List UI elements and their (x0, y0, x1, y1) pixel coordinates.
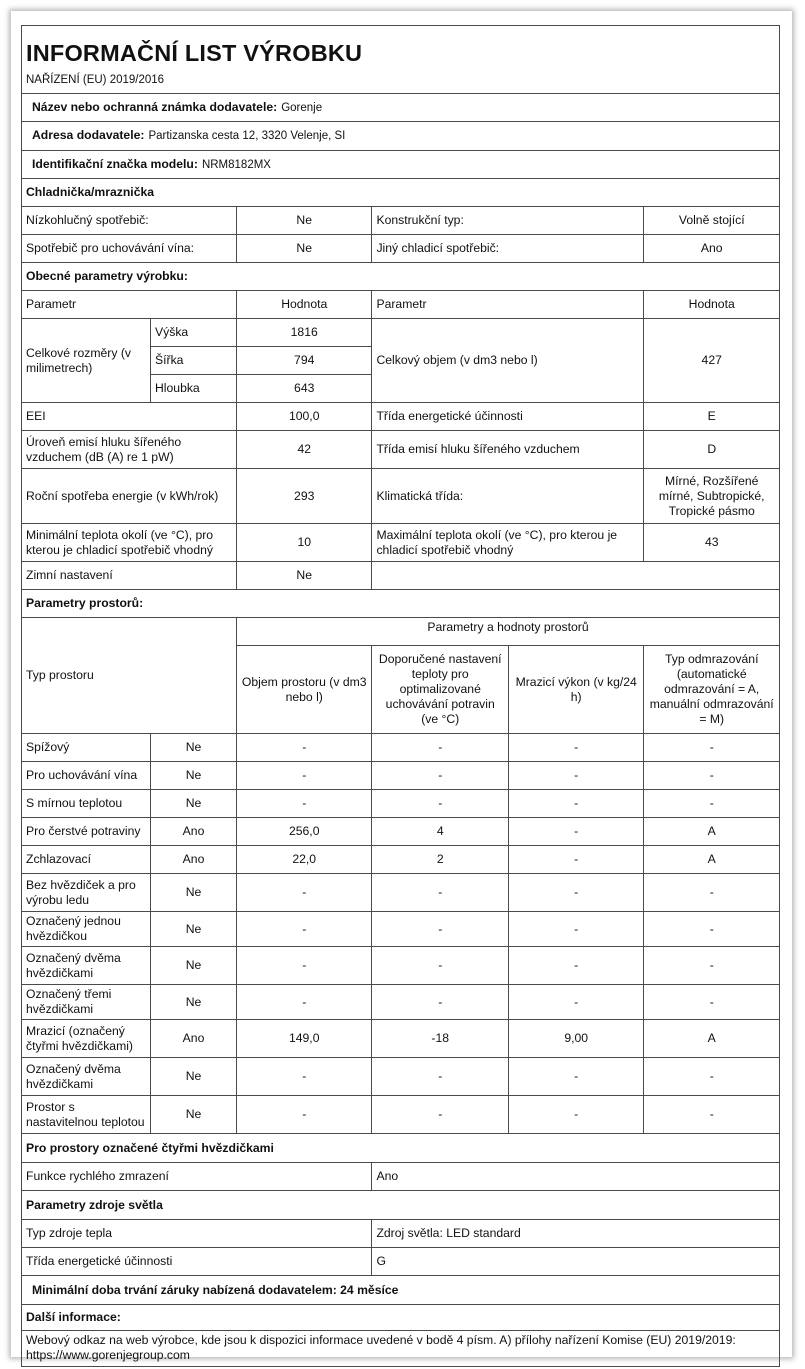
compartment-freeze: - (508, 985, 643, 1020)
compartment-name: Zchlazovací (22, 846, 151, 874)
compartment-row (22, 874, 780, 912)
model-id-label: Identifikační značka modelu: (32, 156, 198, 171)
title-cell (22, 26, 780, 68)
winter-setting-value: Ne (237, 562, 372, 590)
compartment-defrost: - (644, 1096, 780, 1134)
width-label: Šířka (151, 347, 237, 375)
compartment-defrost: - (644, 947, 780, 985)
manufacturer-link[interactable]: https://www.gorenjegroup.com (26, 1348, 190, 1362)
compartment-row (22, 818, 780, 846)
supplier-address-value: Partizanska cesta 12, 3320 Velenje, SI (148, 130, 346, 142)
compartment-defrost: - (644, 1058, 780, 1096)
compartment-temp: - (372, 912, 509, 947)
eei-label: EEI (22, 403, 237, 431)
compartment-freeze: - (508, 762, 643, 790)
compartment-present: Ne (151, 762, 237, 790)
low-noise-value: Ne (237, 207, 372, 235)
compartment-row (22, 1058, 780, 1096)
model-id-row (22, 151, 780, 179)
supplier-name-row (22, 94, 780, 122)
col-freeze-header: Mrazicí výkon (v kg/24 h) (508, 646, 643, 734)
four-star-heading: Pro prostory označené čtyřmi hvězdičkami (22, 1134, 780, 1163)
compartment-row (22, 947, 780, 985)
compartment-defrost: - (644, 912, 780, 947)
supplier-address-label: Adresa dodavatele: (32, 128, 145, 142)
compartment-name: Označený dvěma hvězdičkami (22, 1058, 151, 1096)
compartment-values-header: Parametry a hodnoty prostorů (237, 618, 780, 646)
dimensions-label: Celkové rozměry (v milimetrech) (22, 319, 151, 403)
compartment-name: S mírnou teplotou (22, 790, 151, 818)
compartment-volume: - (237, 790, 372, 818)
compartment-defrost: - (644, 762, 780, 790)
wine-storage-value: Ne (237, 235, 372, 263)
additional-info-heading: Další informace: (22, 1305, 780, 1331)
min-ambient-temp-label: Minimální teplota okolí (ve °C), pro kterou je chladicí spotřebič vhodný (22, 524, 237, 562)
warranty-text: Minimální doba trvání záruky nabízená dodavatelem: 24 měsíce (22, 1276, 780, 1305)
compartment-defrost: A (644, 818, 780, 846)
max-ambient-temp-value: 43 (644, 524, 780, 562)
light-class-label: Třída energetické účinnosti (22, 1248, 372, 1276)
noise-level-label: Úroveň emisí hluku šířeného vzduchem (dB (A) re 1 pW) (22, 431, 237, 469)
noise-class-value: D (644, 431, 780, 469)
compartment-freeze: - (508, 790, 643, 818)
light-type-label: Typ zdroje tepla (22, 1220, 372, 1248)
height-value: 1816 (237, 319, 372, 347)
other-appliance-label: Jiný chladicí spotřebič: (372, 235, 644, 263)
empty-cell (372, 562, 780, 590)
energy-class-label: Třída energetické účinnosti (372, 403, 644, 431)
compartment-present: Ne (151, 1058, 237, 1096)
compartment-defrost: - (644, 874, 780, 912)
compartment-freeze: - (508, 846, 643, 874)
compartment-name: Označený dvěma hvězdičkami (22, 947, 151, 985)
compartment-temp: 2 (372, 846, 509, 874)
climate-class-label: Klimatická třída: (372, 469, 644, 524)
compartment-temp: - (372, 874, 509, 912)
col-volume-header: Objem prostoru (v dm3 nebo l) (237, 646, 372, 734)
compartment-volume: - (237, 985, 372, 1020)
compartment-temp: 4 (372, 818, 509, 846)
product-info-table (21, 25, 780, 1367)
compartment-row (22, 1020, 780, 1058)
compartment-present: Ne (151, 985, 237, 1020)
fast-freeze-label: Funkce rychlého zmrazení (22, 1163, 372, 1191)
compartment-name: Bez hvězdiček a pro výrobu ledu (22, 874, 151, 912)
design-type-label: Konstrukční typ: (372, 207, 644, 235)
compartment-defrost: A (644, 846, 780, 874)
eei-value: 100,0 (237, 403, 372, 431)
noise-level-value: 42 (237, 431, 372, 469)
energy-class-value: E (644, 403, 780, 431)
max-ambient-temp-label: Maximální teplota okolí (ve °C), pro kterou je chladicí spotřebič vhodný (372, 524, 644, 562)
category-heading: Chladnička/mraznička (22, 179, 780, 207)
compartment-freeze: 9,00 (508, 1020, 643, 1058)
compartment-volume: - (237, 734, 372, 762)
compartment-present: Ne (151, 874, 237, 912)
compartment-volume: - (237, 874, 372, 912)
compartment-type-header: Typ prostoru (22, 618, 237, 734)
compartment-volume: 149,0 (237, 1020, 372, 1058)
compartment-present: Ne (151, 912, 237, 947)
param-header: Parametr (22, 291, 237, 319)
compartment-name: Označený třemi hvězdičkami (22, 985, 151, 1020)
compartment-freeze: - (508, 818, 643, 846)
annual-energy-value: 293 (237, 469, 372, 524)
light-class-value: G (372, 1248, 780, 1276)
compartment-row (22, 762, 780, 790)
col-temp-header: Doporučené nastavení teploty pro optimalizované uchovávání potravin (ve °C) (372, 646, 509, 734)
compartment-freeze: - (508, 734, 643, 762)
light-type-value: Zdroj světla: LED standard (372, 1220, 780, 1248)
compartment-volume: - (237, 912, 372, 947)
other-appliance-value: Ano (644, 235, 780, 263)
compartment-name: Pro čerstvé potraviny (22, 818, 151, 846)
additional-info-text: Webový odkaz na web výrobce, kde jsou k dispozici informace uvedené v bodě 4 písm. A) přílohy nařízení Komise (EU) 2019/2019: (26, 1333, 736, 1347)
total-volume-label: Celkový objem (v dm3 nebo l) (372, 319, 644, 403)
regulation-text: NAŘÍZENÍ (EU) 2019/2016 (22, 67, 780, 94)
col-defrost-header: Typ odmrazování (automatické odmrazování = A, manuální odmrazování = M) (644, 646, 780, 734)
compartment-freeze: - (508, 912, 643, 947)
compartment-defrost: - (644, 734, 780, 762)
compartment-rows (22, 734, 780, 1134)
compartment-defrost: - (644, 985, 780, 1020)
compartment-volume: - (237, 1096, 372, 1134)
compartment-row (22, 1096, 780, 1134)
value-header-2: Hodnota (644, 291, 780, 319)
compartment-row (22, 846, 780, 874)
design-type-value: Volně stojící (644, 207, 780, 235)
compartment-row (22, 790, 780, 818)
compartment-volume: - (237, 1058, 372, 1096)
compartment-temp: - (372, 734, 509, 762)
compartment-volume: 256,0 (237, 818, 372, 846)
compartment-freeze: - (508, 1058, 643, 1096)
total-volume-value: 427 (644, 319, 780, 403)
compartment-present: Ne (151, 790, 237, 818)
compartment-volume: - (237, 762, 372, 790)
compartments-heading: Parametry prostorů: (22, 590, 780, 618)
height-label: Výška (151, 319, 237, 347)
compartment-name: Pro uchovávání vína (22, 762, 151, 790)
wine-storage-label: Spotřebič pro uchovávání vína: (22, 235, 237, 263)
compartment-temp: - (372, 790, 509, 818)
annual-energy-label: Roční spotřeba energie (v kWh/rok) (22, 469, 237, 524)
compartment-row (22, 912, 780, 947)
noise-class-label: Třída emisí hluku šířeného vzduchem (372, 431, 644, 469)
value-header: Hodnota (237, 291, 372, 319)
compartment-present: Ne (151, 734, 237, 762)
info-sheet (11, 11, 792, 1362)
compartment-temp: - (372, 947, 509, 985)
compartment-name: Spížový (22, 734, 151, 762)
climate-class-value: Mírné, Rozšířené mírné, Subtropické, Tropické pásmo (644, 469, 780, 524)
compartment-volume: 22,0 (237, 846, 372, 874)
compartment-volume: - (237, 947, 372, 985)
low-noise-label: Nízkohlučný spotřebič: (22, 207, 237, 235)
compartment-temp: - (372, 1058, 509, 1096)
compartment-freeze: - (508, 874, 643, 912)
compartment-present: Ano (151, 1020, 237, 1058)
compartment-defrost: A (644, 1020, 780, 1058)
fast-freeze-value: Ano (372, 1163, 780, 1191)
compartment-name: Mrazicí (označený čtyřmi hvězdičkami) (22, 1020, 151, 1058)
supplier-name-value: Gorenje (281, 101, 323, 114)
additional-info-cell (22, 1331, 780, 1367)
depth-value: 643 (237, 375, 372, 403)
compartment-freeze: - (508, 947, 643, 985)
compartment-temp: -18 (372, 1020, 509, 1058)
compartment-name: Označený jednou hvězdičkou (22, 912, 151, 947)
compartment-row (22, 985, 780, 1020)
winter-setting-label: Zimní nastavení (22, 562, 237, 590)
compartment-freeze: - (508, 1096, 643, 1134)
min-ambient-temp-value: 10 (237, 524, 372, 562)
compartment-present: Ne (151, 1096, 237, 1134)
light-source-heading: Parametry zdroje světla (22, 1191, 780, 1220)
width-value: 794 (237, 347, 372, 375)
param-header-2: Parametr (372, 291, 644, 319)
compartment-temp: - (372, 1096, 509, 1134)
general-params-heading: Obecné parametry výrobku: (22, 263, 780, 291)
compartment-present: Ne (151, 947, 237, 985)
compartment-row (22, 734, 780, 762)
depth-label: Hloubka (151, 375, 237, 403)
model-id-value: NRM8182MX (201, 158, 271, 171)
compartment-temp: - (372, 762, 509, 790)
compartment-present: Ano (151, 846, 237, 874)
compartment-present: Ano (151, 818, 237, 846)
supplier-address-row (22, 122, 780, 151)
compartment-name: Prostor s nastavitelnou teplotou (22, 1096, 151, 1134)
page-title: INFORMAČNÍ LIST VÝROBKU (26, 40, 363, 66)
compartment-temp: - (372, 985, 509, 1020)
compartment-defrost: - (644, 790, 780, 818)
supplier-name-label: Název nebo ochranná známka dodavatele: (32, 99, 278, 114)
